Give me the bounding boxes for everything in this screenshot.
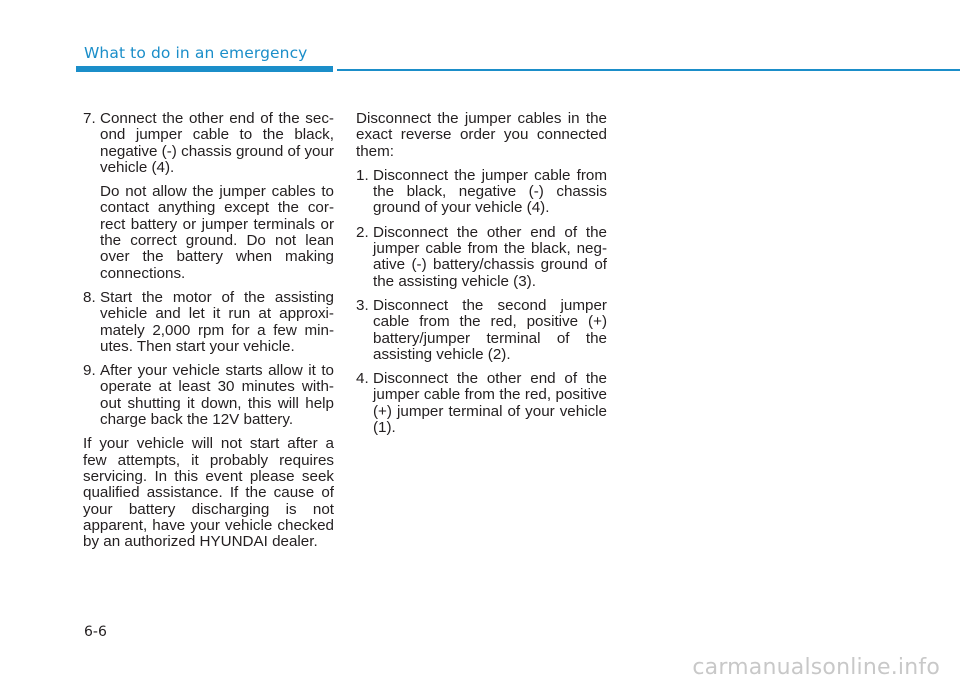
disconnect-step-2 bbox=[356, 225, 607, 290]
disconnect-step-3 bbox=[356, 298, 607, 363]
disconnect-step-4 bbox=[356, 371, 607, 436]
right-column bbox=[356, 111, 607, 444]
disconnect-step-1 bbox=[356, 168, 607, 217]
watermark: carmanualsonline.info bbox=[692, 655, 940, 680]
closing-paragraph: If your vehicle will not start after a few attempts, it probably requires servicing. In this event please seek qualified assistance. If the cause of your battery discharging is not apparent, have your vehicle checked by an authorized HYUNDAI dealer. bbox=[83, 435, 334, 551]
step-body bbox=[100, 111, 334, 282]
header-rule-thick bbox=[76, 66, 333, 72]
intro-paragraph: Disconnect the jumper cables in the exact reverse order you connected them: bbox=[356, 110, 607, 160]
step-body bbox=[100, 363, 334, 428]
left-column bbox=[83, 111, 334, 558]
section-title: What to do in an emergency bbox=[84, 44, 308, 62]
step-text: Disconnect the jumper cable from the black, negative (-) chassis ground of your vehicle (4). bbox=[373, 166, 607, 217]
step-text: Disconnect the second jumper cable from the red, positive (+) battery/jumper terminal of the assisting vehicle (2). bbox=[373, 296, 607, 363]
step-text: Disconnect the other end of the jumper cable from the black, neg-ative (-) battery/chassis ground of the assisting vehicle (3). bbox=[373, 223, 607, 290]
step-paragraph: Do not allow the jumper cables to contact anything except the cor-rect battery or jumper terminals or the correct ground. Do not lean over the battery when making connections. bbox=[100, 183, 334, 282]
step-number: 2. bbox=[356, 223, 369, 241]
page-number: 6-6 bbox=[84, 624, 107, 640]
step-9 bbox=[83, 363, 334, 428]
step-number: 7. bbox=[83, 110, 96, 127]
step-number: 1. bbox=[356, 166, 369, 184]
step-7 bbox=[83, 111, 334, 282]
step-paragraph: Start the motor of the assisting vehicle and let it run at approxi-mately 2,000 rpm for a few min-utes. Then start your vehicle. bbox=[100, 288, 334, 355]
step-number: 9. bbox=[83, 362, 96, 380]
step-text: Disconnect the other end of the jumper cable from the red, positive (+) jumper terminal of your vehicle (1). bbox=[373, 370, 607, 437]
step-number: 4. bbox=[356, 370, 369, 388]
step-number: 8. bbox=[83, 288, 96, 306]
step-paragraph: Connect the other end of the sec-ond jumper cable to the black, negative (-) chassis ground of your vehicle (4). bbox=[100, 110, 334, 176]
header-rule-thin bbox=[337, 69, 960, 71]
step-paragraph: After your vehicle starts allow it to operate at least 30 minutes with-out shutting it down, this will help charge back the 12V battery. bbox=[100, 362, 334, 429]
step-number: 3. bbox=[356, 296, 369, 314]
step-body bbox=[100, 290, 334, 355]
step-8 bbox=[83, 290, 334, 355]
